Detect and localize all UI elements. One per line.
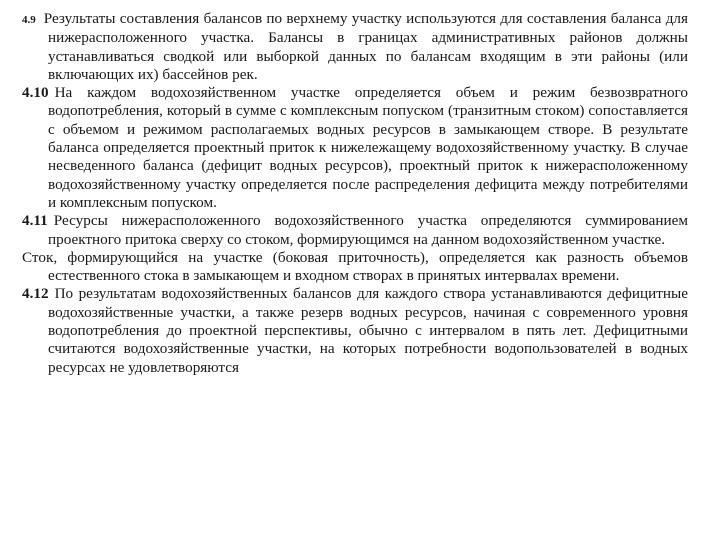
paragraph-4-12: [22, 285, 688, 376]
paragraph-number: 4.12: [22, 285, 49, 303]
paragraph-text: Результаты составления балансов по верхнему участку используются для составления баланса для нижерасположенного участка. Балансы в границах административных районов должны устанавливаться сводкой или выборкой данных по балансам входящим в эти районы (или включающих их) бассейнов рек.: [43, 10, 688, 83]
paragraph-side-inflow: [22, 249, 688, 286]
paragraph-text: По результатам водохозяйственных балансов для каждого створа устанавливаются дефицитные водохозяйственные участки, а также резерв водных ресурсов, начиная с современного уровня водопотребления до проектной перспективы, обычно с интервалом в пять лет. Дефицитными считаются водохозяйственные участки, на которых потребности водопользователей в водных ресурсах не удовлетворяются: [48, 285, 688, 376]
paragraph-4-11: [22, 212, 688, 249]
paragraph-number: 4.11: [22, 212, 48, 230]
document-body: [22, 10, 688, 377]
paragraph-text: Ресурсы нижерасположенного водохозяйственного участка определяются суммированием проектного притока сверху со стоком, формирующимся на данном водохозяйственном участке.: [48, 212, 688, 248]
paragraph-text: Сток, формирующийся на участке (боковая приточность), определяется как разность объемов естественного стока в замыкающем и входном створах в принятых интервалах времени.: [22, 248, 688, 285]
paragraph-text: На каждом водохозяйственном участке определяется объем и режим безвозвратного водопотребления, который в сумме с комплексным попуском (транзитным стоком) сопоставляется с объемом и режимом располагаемых водных ресурсов в замыкающем створе. В результате баланса определяется проектный приток к нижележащему водохозяйственному участку. В случае несведенного баланса (дефицит водных ресурсов), проектный приток к нижерасположенному водохозяйственному участку определяется после распределения дефицита между потребителями и комплексным попуском.: [48, 84, 688, 211]
paragraph-4-9: [22, 10, 688, 84]
paragraph-4-10: [22, 84, 688, 212]
paragraph-number: 4.9: [22, 14, 36, 26]
paragraph-number: 4.10: [22, 84, 49, 102]
